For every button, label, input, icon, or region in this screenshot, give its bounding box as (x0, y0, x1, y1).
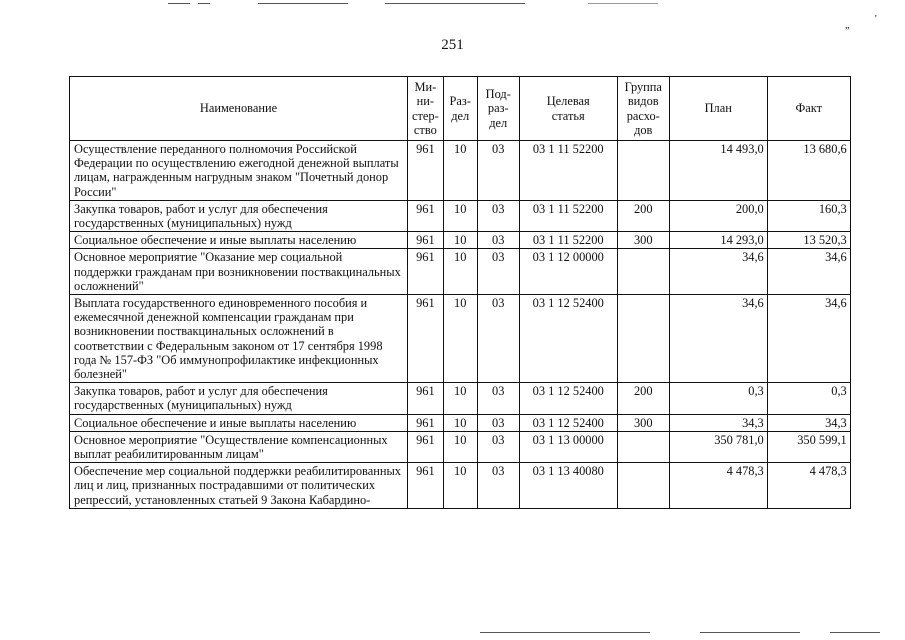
table-cell-name: Выплата государственного единовременного пособия и ежемесячной денежной компенсации гражданам при возникновении поствакцинальных осложнений в соответствии с Федеральным законом от 17 сентября 1998 года № 157-ФЗ "Об иммунопрофилактике инфекционных болезней" (70, 295, 408, 383)
table-cell-fact: 13 680,6 (767, 141, 850, 201)
table-cell-expense-group (617, 431, 669, 462)
table-cell-section: 10 (443, 431, 477, 462)
table-cell-ministry: 961 (408, 249, 444, 295)
table-cell-plan: 34,3 (669, 414, 767, 431)
table-cell-name: Осуществление переданного полномочия Российской Федерации по осуществлению ежегодной денежной выплаты лицам, награжденным нагрудным знаком "Почетный донор России" (70, 141, 408, 201)
scan-artifact-line (168, 3, 190, 4)
table-cell-expense-group: 300 (617, 414, 669, 431)
table-cell-name: Закупка товаров, работ и услуг для обеспечения государственных (муниципальных) нужд (70, 200, 408, 231)
table-cell-fact: 0,3 (767, 383, 850, 414)
table-cell-ministry: 961 (408, 141, 444, 201)
scan-artifact-line (830, 632, 880, 633)
table-cell-ministry: 961 (408, 431, 444, 462)
table-cell-expense-group (617, 249, 669, 295)
table-row (70, 200, 851, 231)
table-cell-ministry: 961 (408, 295, 444, 383)
scan-artifact-line (588, 3, 658, 4)
table-cell-section: 10 (443, 463, 477, 509)
table-cell-name: Социальное обеспечение и иные выплаты населению (70, 232, 408, 249)
table-cell-ministry: 961 (408, 414, 444, 431)
table-cell-plan: 34,6 (669, 249, 767, 295)
scan-artifact-mark: „ (845, 20, 850, 31)
table-cell-subsection: 03 (477, 232, 519, 249)
table-cell-fact: 34,6 (767, 249, 850, 295)
table-row (70, 232, 851, 249)
table-row (70, 414, 851, 431)
table-cell-fact: 160,3 (767, 200, 850, 231)
scan-artifact-line (385, 3, 525, 4)
table-cell-plan: 34,6 (669, 295, 767, 383)
table-cell-ministry: 961 (408, 383, 444, 414)
table-cell-target-article: 03 1 12 52400 (519, 383, 617, 414)
table-cell-plan: 14 493,0 (669, 141, 767, 201)
table-cell-expense-group: 200 (617, 383, 669, 414)
table-cell-target-article: 03 1 11 52200 (519, 141, 617, 201)
table-row (70, 383, 851, 414)
table-cell-name: Основное мероприятие "Осуществление компенсационных выплат реабилитированным лицам" (70, 431, 408, 462)
table-cell-fact: 34,6 (767, 295, 850, 383)
table-cell-target-article: 03 1 12 52400 (519, 414, 617, 431)
table-cell-subsection: 03 (477, 200, 519, 231)
table-row (70, 249, 851, 295)
table-cell-target-article: 03 1 13 00000 (519, 431, 617, 462)
table-cell-expense-group (617, 141, 669, 201)
header-expense-group: Группа видов расхо- дов (617, 77, 669, 141)
header-section: Раз- дел (443, 77, 477, 141)
table-cell-expense-group (617, 463, 669, 509)
budget-table (69, 76, 851, 509)
table-cell-target-article: 03 1 12 00000 (519, 249, 617, 295)
table-cell-plan: 4 478,3 (669, 463, 767, 509)
header-target-article: Целевая статья (519, 77, 617, 141)
table-cell-section: 10 (443, 383, 477, 414)
table-cell-subsection: 03 (477, 414, 519, 431)
page-number: 251 (441, 37, 464, 53)
table-row (70, 431, 851, 462)
scan-artifact-line (700, 632, 800, 633)
table-cell-subsection: 03 (477, 249, 519, 295)
table-cell-target-article: 03 1 11 52200 (519, 232, 617, 249)
table-cell-subsection: 03 (477, 383, 519, 414)
table-cell-fact: 350 599,1 (767, 431, 850, 462)
table-cell-expense-group: 200 (617, 200, 669, 231)
table-cell-name: Основное мероприятие "Оказание мер социальной поддержки гражданам при возникновении поствакцинальных осложнений" (70, 249, 408, 295)
table-cell-name: Обеспечение мер социальной поддержки реабилитированных лиц и лиц, признанных пострадавшими от политических репрессий, установленных статьей 9 Закона Кабардино- (70, 463, 408, 509)
table-cell-plan: 14 293,0 (669, 232, 767, 249)
table-cell-subsection: 03 (477, 141, 519, 201)
scan-artifact-mark: ' (875, 14, 877, 25)
table-cell-section: 10 (443, 232, 477, 249)
table-header-row (70, 77, 851, 141)
header-ministry: Ми- ни- стер- ство (408, 77, 444, 141)
table-cell-section: 10 (443, 249, 477, 295)
table-cell-plan: 350 781,0 (669, 431, 767, 462)
table-cell-plan: 0,3 (669, 383, 767, 414)
table-cell-expense-group: 300 (617, 232, 669, 249)
table-cell-target-article: 03 1 11 52200 (519, 200, 617, 231)
header-name: Наименование (70, 77, 408, 141)
table-cell-subsection: 03 (477, 295, 519, 383)
table-row (70, 141, 851, 201)
scan-artifact-line (480, 632, 650, 633)
table-cell-ministry: 961 (408, 463, 444, 509)
table-cell-name: Закупка товаров, работ и услуг для обеспечения государственных (муниципальных) нужд (70, 383, 408, 414)
table-cell-target-article: 03 1 12 52400 (519, 295, 617, 383)
table-cell-fact: 13 520,3 (767, 232, 850, 249)
table-cell-subsection: 03 (477, 431, 519, 462)
scan-artifact-line (258, 3, 348, 4)
table-cell-plan: 200,0 (669, 200, 767, 231)
table-cell-ministry: 961 (408, 200, 444, 231)
header-fact: Факт (767, 77, 850, 141)
table-cell-section: 10 (443, 295, 477, 383)
table-cell-name: Социальное обеспечение и иные выплаты населению (70, 414, 408, 431)
table-cell-section: 10 (443, 200, 477, 231)
table-row (70, 295, 851, 383)
table-cell-section: 10 (443, 141, 477, 201)
table-cell-ministry: 961 (408, 232, 444, 249)
table-row (70, 463, 851, 509)
table-cell-fact: 4 478,3 (767, 463, 850, 509)
table-cell-subsection: 03 (477, 463, 519, 509)
header-subsection: Под- раз- дел (477, 77, 519, 141)
table-cell-fact: 34,3 (767, 414, 850, 431)
header-plan: План (669, 77, 767, 141)
table-cell-expense-group (617, 295, 669, 383)
scan-artifact-line (198, 3, 210, 4)
table-cell-section: 10 (443, 414, 477, 431)
table-cell-target-article: 03 1 13 40080 (519, 463, 617, 509)
